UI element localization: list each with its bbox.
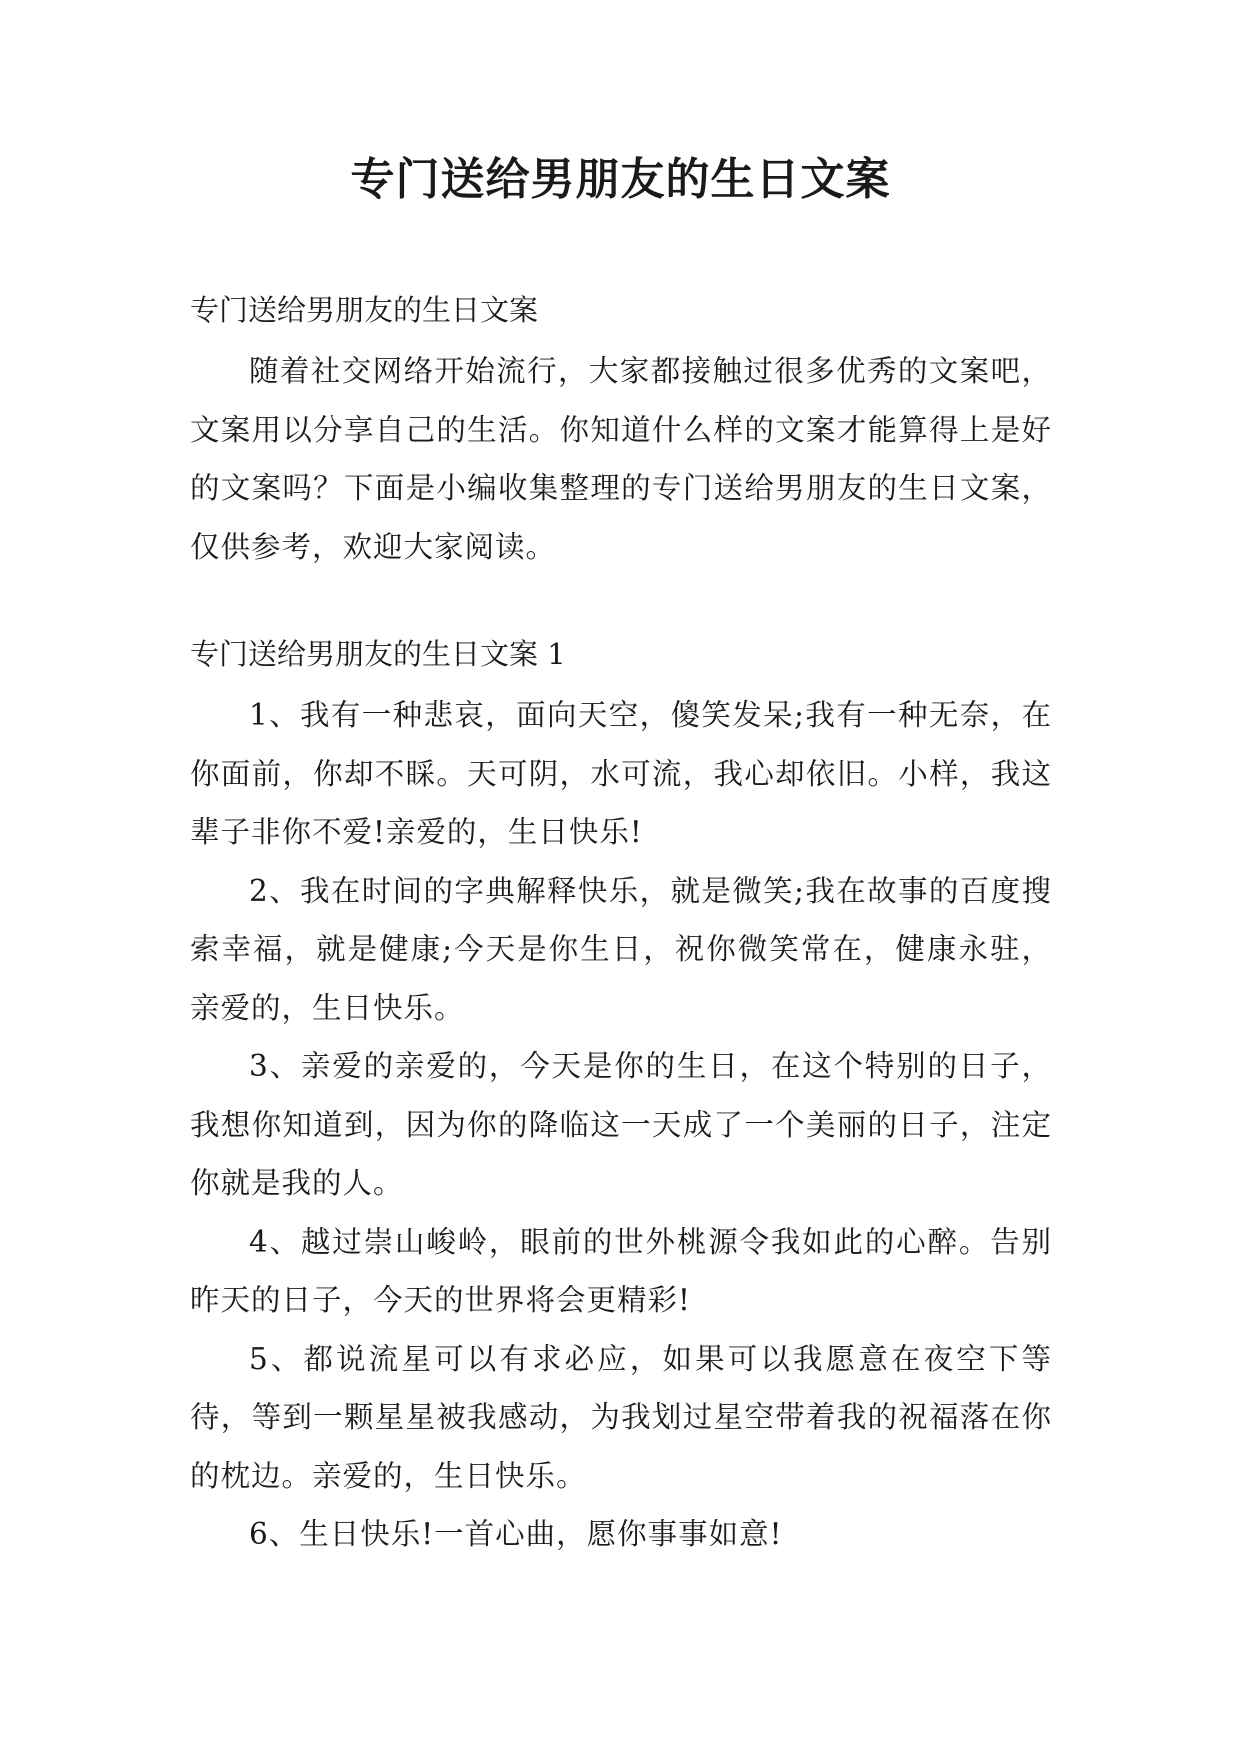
document-subtitle: 专门送给男朋友的生日文案 [190,293,539,327]
list-item: 1、我有一种悲哀，面向天空，傻笑发呆;我有一种无奈，在你面前，你却不睬。天可阴，水可流，我心却依旧。小样，我这辈子非你不爱!亲爱的，生日快乐! [190,698,1052,849]
list-item: 3、亲爱的亲爱的，今天是你的生日，在这个特别的日子，我想你知道到，因为你的降临这一天成了一个美丽的日子，注定你就是我的人。 [190,1049,1052,1200]
document-title: 专门送给男朋友的生日文案 [350,154,891,205]
section-title: 专门送给男朋友的生日文案 1 [190,637,566,671]
list-item: 2、我在时间的字典解释快乐，就是微笑;我在故事的百度搜索幸福，就是健康;今天是你生日，祝你微笑常在，健康永驻，亲爱的，生日快乐。 [190,873,1052,1025]
list-item: 6、生日快乐!一首心曲，愿你事事如意! [249,1517,783,1551]
list-item: 4、越过崇山峻岭，眼前的世外桃源令我如此的心醉。告别昨天的日子，今天的世界将会更精彩! [190,1224,1052,1317]
list-item: 5、都说流星可以有求必应，如果可以我愿意在夜空下等待，等到一颗星星被我感动，为我划过星空带着我的祝福落在你的枕边。亲爱的，生日快乐。 [190,1341,1052,1493]
intro-paragraph: 随着社交网络开始流行，大家都接触过很多优秀的文案吧，文案用以分享自己的生活。你知道什么样的文案才能算得上是好的文案吗？下面是小编收集整理的专门送给男朋友的生日文案，仅供参考，欢迎大家阅读。 [190,354,1052,564]
document-body [190,290,1052,1564]
